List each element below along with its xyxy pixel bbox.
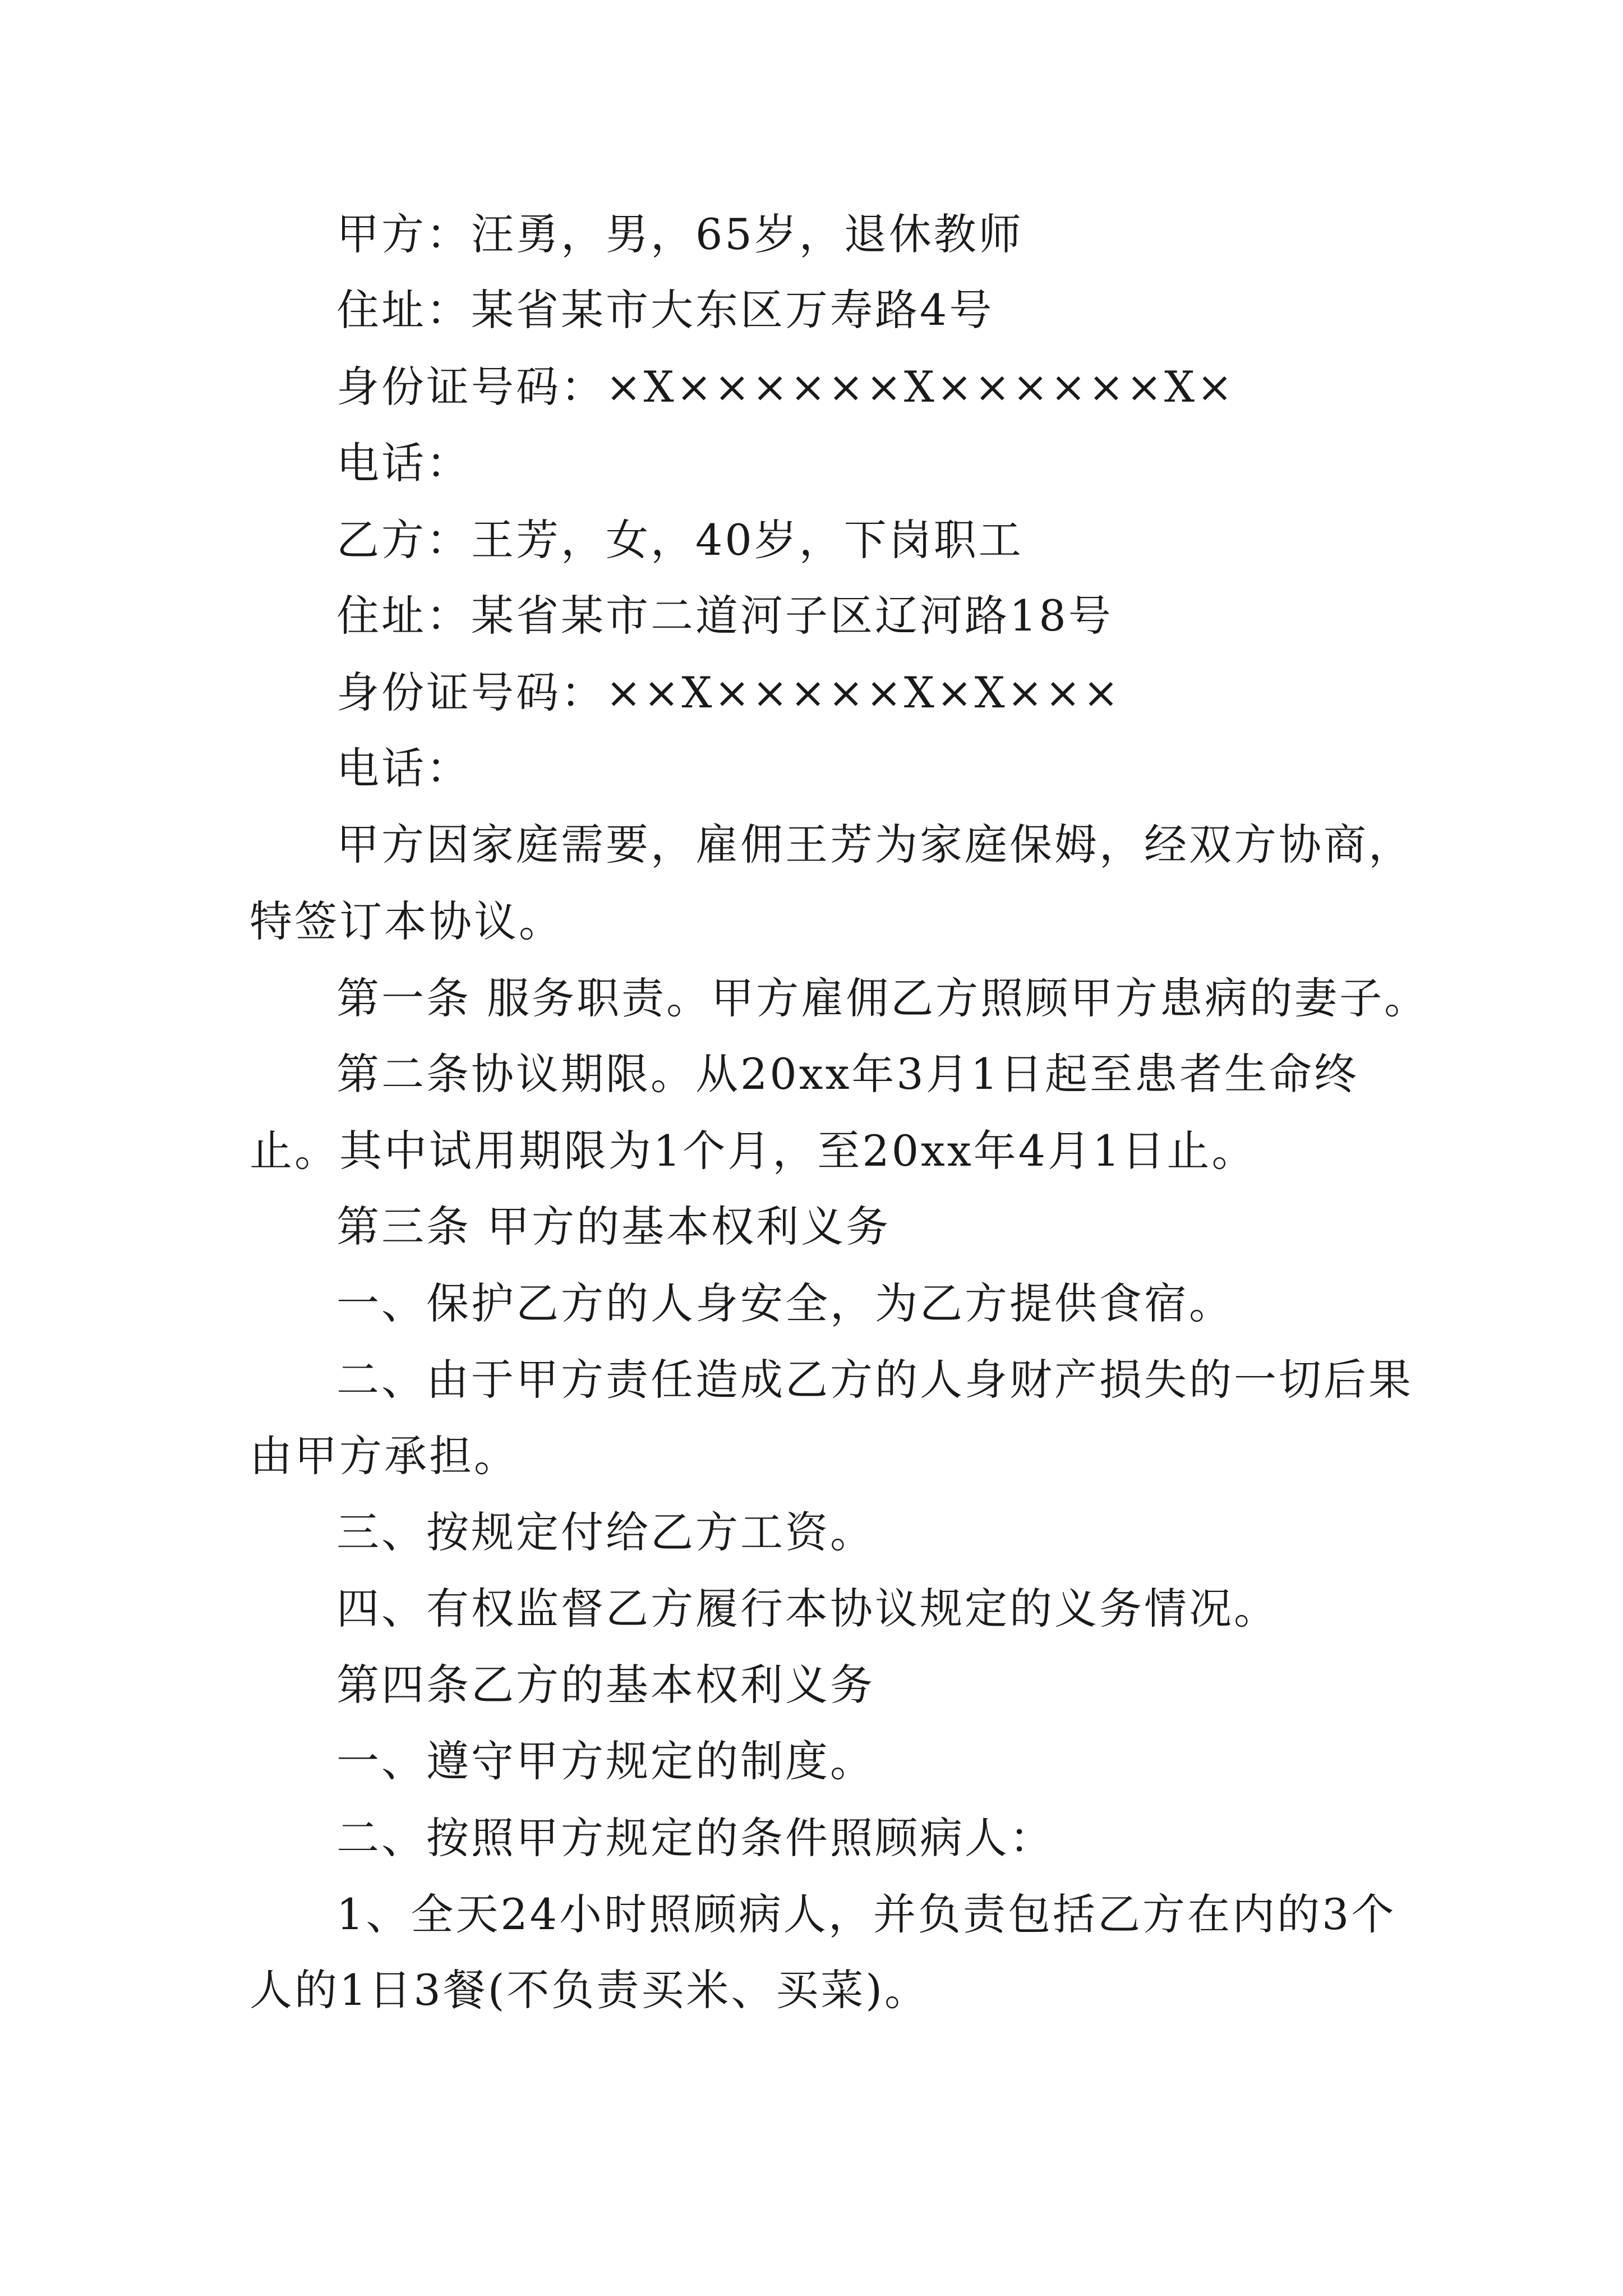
article-4-item-1: 一、遵守甲方规定的制度。 bbox=[336, 1736, 875, 1786]
article-4-subitem-1-line-1: 1、全天24小时照顾病人，并负责包括乙方在内的3个 bbox=[336, 1889, 1396, 1939]
article-4-subitem-1-line-2: 人的1日3餐(不负责买米、买菜)。 bbox=[250, 1965, 930, 2015]
preamble-line-2: 特签订本协议。 bbox=[250, 896, 564, 946]
party-b-line: 乙方：王芳，女，40岁，下岗职工 bbox=[336, 515, 1023, 565]
preamble-line-1: 甲方因家庭需要，雇佣王芳为家庭保姆，经双方协商， bbox=[336, 820, 1413, 869]
article-3-item-1: 一、保护乙方的人身安全，为乙方提供食宿。 bbox=[336, 1278, 1234, 1328]
article-3-item-2-line-1: 二、由于甲方责任造成乙方的人身财产损失的一切后果 bbox=[336, 1355, 1413, 1405]
party-a-address: 住址：某省某市大东区万寿路4号 bbox=[336, 285, 994, 335]
article-4-heading: 第四条乙方的基本权利义务 bbox=[336, 1660, 875, 1710]
party-a-phone: 电话： bbox=[336, 438, 471, 488]
party-a-id-number: 身份证号码：×X××××××X××××××X× bbox=[336, 362, 1235, 412]
article-3-item-2-line-2: 由甲方承担。 bbox=[250, 1431, 519, 1481]
article-3-heading: 第三条 甲方的基本权利义务 bbox=[336, 1202, 891, 1251]
article-4-item-2: 二、按照甲方规定的条件照顾病人： bbox=[336, 1813, 1054, 1863]
article-2-line-2: 止。其中试用期限为1个月，至20xx年4月1日止。 bbox=[250, 1126, 1257, 1176]
article-3-item-3: 三、按规定付给乙方工资。 bbox=[336, 1507, 875, 1557]
article-3-item-4: 四、有权监督乙方履行本协议规定的义务情况。 bbox=[336, 1584, 1279, 1634]
party-b-address: 住址：某省某市二道河子区辽河路18号 bbox=[336, 591, 1113, 641]
party-a-line: 甲方：汪勇，男，65岁，退休教师 bbox=[336, 209, 1023, 259]
article-1: 第一条 服务职责。甲方雇佣乙方照顾甲方患病的妻子。 bbox=[336, 973, 1430, 1023]
party-b-id-number: 身份证号码：××X×××××X×X××× bbox=[336, 668, 1121, 717]
party-b-phone: 电话： bbox=[336, 743, 471, 793]
article-2-line-1: 第二条协议期限。从20xx年3月1日起至患者生命终 bbox=[336, 1049, 1359, 1099]
